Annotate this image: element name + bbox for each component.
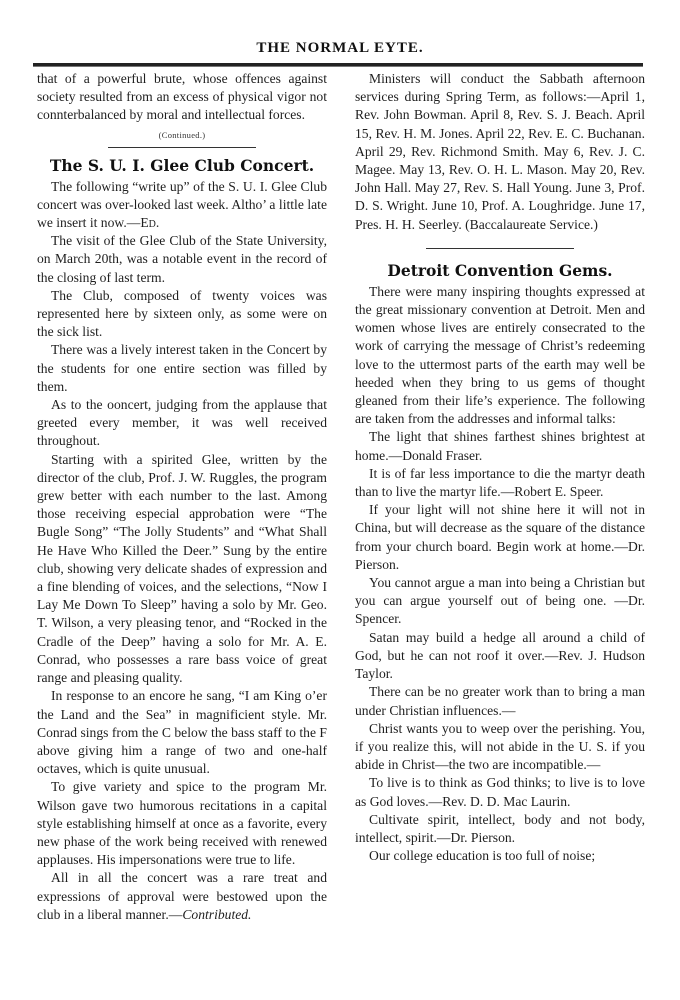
editor-signature: Ed. bbox=[140, 215, 160, 231]
article-paragraph: In response to an encore he sang, “I am King o’er the Land and the Sea” in magnificient style. Mr. Conrad sings from the C below the bass staff to the F above giving him a range of two and one-half octaves, which is quite unusual. bbox=[37, 688, 327, 777]
detroit-headline: Detroit Convention Gems. bbox=[387, 260, 613, 280]
quote-paragraph: Christ wants you to weep over the perishing. You, if you realize this, will not abide in the U. S. if you abide in Christ—the two are incompatible.— bbox=[355, 720, 645, 773]
masthead-title: THE NORMAL EYTE. bbox=[256, 40, 424, 56]
section-divider bbox=[108, 147, 256, 148]
article-paragraph: Starting with a spirited Glee, written by the director of the club, Prof. J. W. Ruggles, the program grew better with each number to the last. Among those receiving especial approbation were “The Bugle Song” “The Jolly Students” and “What Shall He Have Who Killed the Deer.” Sung by the entire club, showing very delicate shades of expression and a fine blending of voices, and the selections, “Now I Lay Me Down To Sleep” having a solo by Mr. Geo. T. Wilson, a very pleasing tenor, and “Rocked in the Cradle of the Deep” having a solo for Mr. A. E. Conrad, who possesses a rare bass voice of great range and pleasing quality. bbox=[37, 451, 327, 686]
quote-paragraph: The light that shines farthest shines brightest at home.—Donald Fraser. bbox=[355, 429, 645, 463]
quote-paragraph: Satan may build a hedge all around a child of God, but he can not roof it over.—Rev. J. Hudson Taylor. bbox=[355, 629, 645, 682]
article-paragraph: As to the ooncert, judging from the applause that greeted every member, it was well received throughout. bbox=[37, 397, 327, 449]
article-intro: There were many inspiring thoughts expressed at the great missionary convention at Detroit. Men and women whose lives are entirely consecrated to the work of carrying the message of Christ’s redeeming love to the uttermost parts of the earth may well be heeded when they bring to us gems of thought gleaned from their life’s experience. The following are taken from the addresses and informal talks: bbox=[355, 283, 645, 427]
quote-paragraph: If your light will not shine here it will not in China, but will decrease as the square of the distance from your church board. Begin work at home.—Dr. Pierson. bbox=[355, 502, 645, 572]
section-divider bbox=[426, 248, 574, 249]
quote-paragraph: To live is to think as God thinks; to live is to love as God loves.—Rev. D. D. Mac Laurin. bbox=[355, 775, 645, 809]
quote-paragraph: There can be no greater work than to bring a man under Christian influences.— bbox=[355, 684, 645, 718]
left-column bbox=[37, 70, 327, 924]
quote-paragraph: It is of far less importance to die the martyr death than to live the martyr life.—Robert E. Speer. bbox=[355, 465, 645, 500]
header-rule bbox=[33, 63, 643, 67]
continued-label: (Continued.) bbox=[158, 129, 206, 140]
article-paragraph: The visit of the Glee Club of the State University, on March 20th, was a notable event in the record of the closing of last term. bbox=[37, 233, 327, 285]
glee-club-headline: The S. U. I. Glee Club Concert. bbox=[49, 155, 315, 175]
editor-note bbox=[37, 178, 327, 233]
quote-paragraph: Cultivate spirit, intellect, body and not body, intellect, spirit.—Dr. Pierson. bbox=[355, 811, 645, 845]
contributed-signature: Contributed. bbox=[182, 906, 252, 922]
closing-paragraph bbox=[37, 869, 327, 924]
editor-note-text: The following “write up” of the S. U. I. Glee Club concert was over-looked last week. Altho’ a little late we insert it now.— bbox=[37, 178, 327, 231]
continuation-paragraph: that of a powerful brute, whose offences against society resulted from an excess of physical vigor not connterbalanced by moral and intellectual forces. bbox=[37, 71, 327, 123]
quote-paragraph: Our college education is too full of noise; bbox=[369, 848, 596, 864]
article-paragraph: There was a lively interest taken in the Concert by the students for one entire section was filled by them. bbox=[37, 342, 327, 394]
article-paragraph: The Club, composed of twenty voices was represented here by sixteen only, as some were on the sick list. bbox=[37, 287, 327, 340]
quote-paragraph: You cannot argue a man into being a Christian but you can argue yourself out of being one. —Dr. Spencer. bbox=[355, 575, 645, 627]
ministers-notice: Ministers will conduct the Sabbath afternoon services during Spring Term, as follows:—April 1, Rev. John Bowman. April 8, Rev. S. J. Beach. April 15, Rev. H. M. Jones. April 22, Rev. E. C. Buchanan. April 29, Rev. Richmond Smith. May 6, Rev. J. C. Magee. May 13, Rev. O. H. L. Mason. May 20, Rev. John Hall. May 27, Rev. S. Hall Young. June 3, Prof. D. S. Wright. June 10, Prof. A. Loughridge. June 17, Pres. H. H. Seerley. (Baccalaureate Service.) bbox=[355, 71, 645, 232]
right-column bbox=[355, 70, 645, 865]
closing-text: All in all the concert was a rare treat and expressions of approval were bestowed upon the club in a liberal manner.— bbox=[37, 870, 327, 922]
article-paragraph: To give variety and spice to the program Mr. Wilson gave two humorous recitations in a capital style establishing himself at once as a favorite, every new phase of the work being received with renewed applauses. His impersonations were true to life. bbox=[37, 779, 327, 868]
